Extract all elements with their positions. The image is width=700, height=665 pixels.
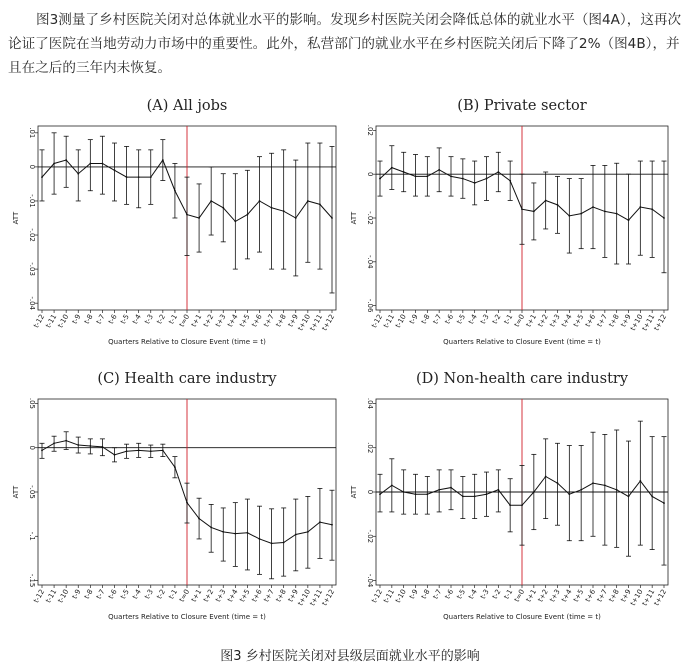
x-tick-label: t+8: [607, 313, 621, 329]
att-point: [53, 442, 55, 444]
att-point: [234, 221, 236, 223]
att-point: [89, 163, 91, 165]
att-point: [319, 521, 321, 523]
att-point: [186, 214, 188, 216]
att-point: [415, 493, 417, 495]
att-point: [509, 504, 511, 506]
panel-d-non-health-care: [350, 371, 668, 621]
att-point: [271, 207, 273, 209]
att-point: [450, 487, 452, 489]
att-point: [77, 173, 79, 175]
x-tick-label: t-11: [382, 313, 397, 330]
att-point: [509, 180, 511, 182]
att-point: [651, 496, 653, 498]
att-point: [77, 444, 79, 446]
x-tick-label: t-11: [44, 588, 59, 605]
att-point: [403, 491, 405, 493]
y-tick-label: .05: [28, 397, 36, 409]
x-tick-label: t+12: [320, 588, 337, 608]
y-tick-label: .01: [28, 127, 36, 139]
att-point: [307, 200, 309, 202]
x-tick-label: t=0: [177, 313, 192, 329]
x-tick-label: t+3: [548, 588, 562, 604]
y-tick-label: .04: [366, 397, 374, 409]
att-point: [663, 217, 665, 219]
x-tick-label: t-10: [393, 313, 408, 330]
att-point: [497, 489, 499, 491]
body-paragraph: [8, 8, 692, 80]
x-tick-label: t+9: [619, 588, 633, 604]
att-point: [438, 169, 440, 171]
att-point: [210, 200, 212, 202]
x-tick-label: t-4: [131, 313, 143, 326]
att-point: [521, 208, 523, 210]
att-point: [138, 176, 140, 178]
x-tick-label: t+4: [560, 588, 574, 604]
x-tick-label: t+10: [296, 313, 313, 333]
att-point: [150, 176, 152, 178]
x-tick-label: t+10: [628, 313, 645, 333]
x-tick-label: t-5: [455, 313, 468, 326]
att-point: [438, 489, 440, 491]
x-tick-label: t-4: [131, 588, 143, 601]
x-tick-label: t+4: [560, 313, 574, 329]
att-point: [186, 502, 188, 504]
att-point: [65, 440, 67, 442]
att-point: [150, 450, 152, 452]
x-tick-label: t+5: [238, 313, 252, 329]
x-axis-label: Quarters Relative to Closure Event (time = t): [108, 338, 266, 346]
x-tick-label: t+3: [214, 313, 228, 329]
x-tick-label: t+6: [583, 588, 598, 604]
att-point: [616, 213, 618, 215]
x-tick-label: t+1: [189, 588, 204, 604]
x-tick-label: t-9: [70, 313, 83, 326]
att-point: [198, 217, 200, 219]
x-tick-label: t-3: [143, 313, 155, 326]
att-point: [426, 493, 428, 495]
x-tick-label: t-11: [44, 313, 59, 330]
x-tick-label: t-12: [32, 313, 47, 330]
x-tick-label: t-2: [155, 313, 168, 326]
x-tick-label: t+4: [226, 313, 240, 329]
att-point: [486, 178, 488, 180]
att-point: [247, 214, 249, 216]
x-tick-label: t+10: [628, 588, 645, 608]
att-point: [580, 489, 582, 491]
att-point: [295, 217, 297, 219]
x-tick-label: t=0: [177, 588, 192, 604]
x-tick-label: t-6: [106, 588, 119, 601]
att-point: [391, 484, 393, 486]
att-point: [533, 491, 535, 493]
att-point: [222, 531, 224, 533]
x-tick-label: t-5: [455, 588, 468, 601]
y-tick-label: -.02: [366, 211, 374, 225]
att-point: [497, 171, 499, 173]
x-tick-label: t+6: [250, 313, 264, 329]
x-tick-label: t-2: [155, 588, 168, 601]
x-tick-label: t+12: [320, 313, 337, 333]
att-point: [319, 203, 321, 205]
x-tick-label: t+6: [583, 313, 598, 329]
x-tick-label: t-1: [502, 588, 515, 601]
att-point: [102, 163, 104, 165]
att-point: [592, 206, 594, 208]
att-point: [198, 518, 200, 520]
x-tick-label: t-12: [370, 588, 385, 605]
x-tick-label: t+2: [201, 313, 216, 329]
att-point: [41, 176, 43, 178]
x-tick-label: t+2: [536, 588, 550, 604]
att-point: [639, 206, 641, 208]
x-tick-label: t+5: [571, 588, 586, 604]
att-point: [162, 159, 164, 161]
x-tick-label: t+1: [524, 313, 539, 329]
att-point: [474, 496, 476, 498]
x-tick-label: t+5: [571, 313, 586, 329]
x-tick-label: t-7: [94, 588, 107, 601]
att-point: [114, 169, 116, 171]
att-point: [580, 213, 582, 215]
event-study-figure-grid: [0, 88, 700, 643]
x-tick-label: t=0: [512, 313, 527, 329]
x-tick-label: t+8: [274, 313, 288, 329]
att-point: [628, 219, 630, 221]
y-tick-label: 0: [366, 489, 374, 495]
x-tick-label: t+7: [262, 588, 276, 604]
x-tick-label: t+3: [548, 313, 562, 329]
x-axis-label: Quarters Relative to Closure Event (time = t): [443, 338, 601, 346]
y-tick-label: 0: [28, 164, 36, 170]
att-point: [162, 449, 164, 451]
x-tick-label: t-7: [94, 313, 107, 326]
x-tick-label: t-12: [370, 313, 385, 330]
att-point: [651, 208, 653, 210]
att-point: [557, 204, 559, 206]
att-point: [259, 200, 261, 202]
att-point: [391, 167, 393, 169]
x-tick-label: t-9: [70, 588, 83, 601]
att-point: [568, 215, 570, 217]
x-tick-label: t-8: [419, 313, 432, 326]
x-tick-label: t-1: [502, 313, 515, 326]
panel-b-private-sector: [350, 98, 668, 346]
x-tick-label: t-8: [82, 313, 95, 326]
x-tick-label: t+6: [250, 588, 264, 604]
att-point: [486, 493, 488, 495]
x-tick-label: t-6: [106, 313, 119, 326]
x-tick-label: t+2: [201, 588, 216, 604]
att-point: [663, 502, 665, 504]
panel-title: (A) All jobs: [146, 98, 228, 114]
y-axis-label: ATT: [12, 211, 20, 225]
y-tick-label: -.1: [28, 531, 36, 541]
x-tick-label: t+8: [274, 588, 288, 604]
x-tick-label: t-4: [467, 313, 479, 326]
x-tick-label: t+7: [595, 588, 610, 604]
y-tick-label: -.15: [28, 573, 36, 588]
y-axis-label: ATT: [350, 211, 358, 225]
x-tick-label: t+11: [308, 313, 325, 333]
att-point: [616, 489, 618, 491]
x-tick-label: t-2: [490, 313, 503, 326]
x-tick-label: t+12: [652, 588, 669, 608]
x-tick-label: t-9: [407, 588, 420, 601]
y-tick-label: .02: [366, 442, 374, 454]
x-tick-label: t-10: [56, 588, 71, 605]
panel-a-all-jobs: [12, 98, 336, 346]
x-tick-label: t-4: [467, 588, 479, 601]
att-point: [379, 493, 381, 495]
att-point: [259, 538, 261, 540]
att-point: [545, 476, 547, 478]
x-tick-label: t-10: [56, 313, 71, 330]
x-tick-label: t+9: [286, 588, 300, 604]
att-point: [138, 449, 140, 451]
att-point: [114, 454, 116, 456]
y-tick-label: .02: [366, 124, 374, 136]
y-axis-label: ATT: [350, 485, 358, 499]
x-axis-label: Quarters Relative to Closure Event (time = t): [443, 613, 601, 621]
att-point: [210, 527, 212, 529]
y-tick-label: -.04: [28, 296, 36, 311]
att-point: [592, 482, 594, 484]
y-axis-label: ATT: [12, 485, 20, 499]
x-tick-label: t+7: [595, 313, 610, 329]
att-point: [53, 163, 55, 165]
x-tick-label: t=0: [512, 588, 527, 604]
att-point: [379, 178, 381, 180]
x-tick-label: t+11: [640, 588, 657, 608]
y-tick-label: -.02: [366, 529, 374, 544]
att-point: [295, 534, 297, 536]
panel-title: (C) Health care industry: [97, 371, 277, 387]
x-tick-label: t-7: [431, 588, 444, 601]
att-point: [234, 533, 236, 535]
panel-title: (B) Private sector: [457, 98, 587, 114]
att-point: [403, 171, 405, 173]
att-point: [65, 159, 67, 161]
x-tick-label: t+3: [214, 588, 228, 604]
y-tick-label: -.05: [28, 485, 36, 499]
att-point: [41, 449, 43, 451]
att-point: [331, 524, 333, 526]
y-tick-label: -.02: [28, 228, 36, 242]
att-point: [628, 496, 630, 498]
x-axis-label: Quarters Relative to Closure Event (time = t): [108, 613, 266, 621]
x-tick-label: t+1: [524, 588, 539, 604]
x-tick-label: t-3: [143, 588, 155, 601]
x-tick-label: t-6: [443, 313, 456, 326]
att-point: [331, 217, 333, 219]
y-tick-label: -.04: [366, 573, 374, 588]
att-point: [89, 445, 91, 447]
att-point: [521, 504, 523, 506]
att-point: [415, 175, 417, 177]
x-tick-label: t-5: [119, 313, 131, 326]
x-tick-label: t-3: [478, 313, 491, 326]
x-tick-label: t+1: [189, 313, 204, 329]
att-point: [102, 446, 104, 448]
y-tick-label: -.03: [28, 262, 36, 276]
x-tick-label: t+12: [652, 313, 669, 333]
x-tick-label: t-3: [478, 588, 491, 601]
att-point: [639, 480, 641, 482]
att-point: [307, 531, 309, 533]
x-tick-label: t-12: [32, 588, 47, 605]
x-tick-label: t+4: [226, 588, 240, 604]
att-point: [568, 493, 570, 495]
att-point: [533, 211, 535, 213]
x-tick-label: t-2: [490, 588, 503, 601]
att-point: [126, 450, 128, 452]
y-tick-label: -.01: [28, 194, 36, 208]
x-tick-label: t+10: [296, 588, 313, 608]
panel-c-health-care: [12, 371, 336, 621]
x-tick-label: t-6: [443, 588, 456, 601]
x-tick-label: t+2: [536, 313, 550, 329]
att-point: [474, 182, 476, 184]
y-tick-label: -.04: [366, 254, 374, 269]
x-tick-label: t-5: [119, 588, 131, 601]
x-tick-label: t+11: [308, 588, 325, 608]
x-tick-label: t+9: [619, 313, 633, 329]
att-point: [271, 542, 273, 544]
x-tick-label: t+11: [640, 313, 657, 333]
panel-title: (D) Non-health care industry: [415, 371, 629, 387]
x-tick-label: t-9: [407, 313, 420, 326]
att-point: [604, 211, 606, 213]
x-tick-label: t-11: [382, 588, 397, 605]
x-tick-label: t-1: [167, 588, 180, 601]
y-tick-label: -.06: [366, 298, 374, 313]
att-point: [174, 190, 176, 192]
y-tick-label: 0: [366, 171, 374, 177]
att-point: [126, 176, 128, 178]
att-point: [247, 532, 249, 534]
x-tick-label: t+7: [262, 313, 276, 329]
x-tick-label: t+5: [238, 588, 252, 604]
y-tick-label: 0: [28, 445, 36, 450]
att-point: [462, 496, 464, 498]
x-tick-label: t-10: [393, 588, 408, 605]
body-paragraph-text: 图3测量了乡村医院关闭对总体就业水平的影响。发现乡村医院关闭会降低总体的就业水平（图4A），这再次论证了医院在当地劳动力市场中的重要性。此外，私营部门的就业水平在乡村医院关闭后下降了2%（图4B），并且在之后的三年内未恢复。: [8, 12, 682, 76]
figure-caption: 图3 乡村医院关闭对县级层面就业水平的影响: [220, 649, 480, 664]
x-tick-label: t-8: [419, 588, 432, 601]
x-tick-label: t-8: [82, 588, 95, 601]
att-point: [426, 175, 428, 177]
x-tick-label: t+9: [286, 313, 300, 329]
x-tick-label: t+8: [607, 588, 621, 604]
x-tick-label: t-1: [167, 313, 180, 326]
att-point: [462, 178, 464, 180]
att-point: [450, 175, 452, 177]
att-point: [283, 210, 285, 212]
att-point: [604, 484, 606, 486]
att-point: [174, 466, 176, 468]
att-point: [283, 542, 285, 544]
x-tick-label: t-7: [431, 313, 444, 326]
att-point: [557, 482, 559, 484]
att-point: [545, 200, 547, 202]
att-point: [222, 207, 224, 209]
